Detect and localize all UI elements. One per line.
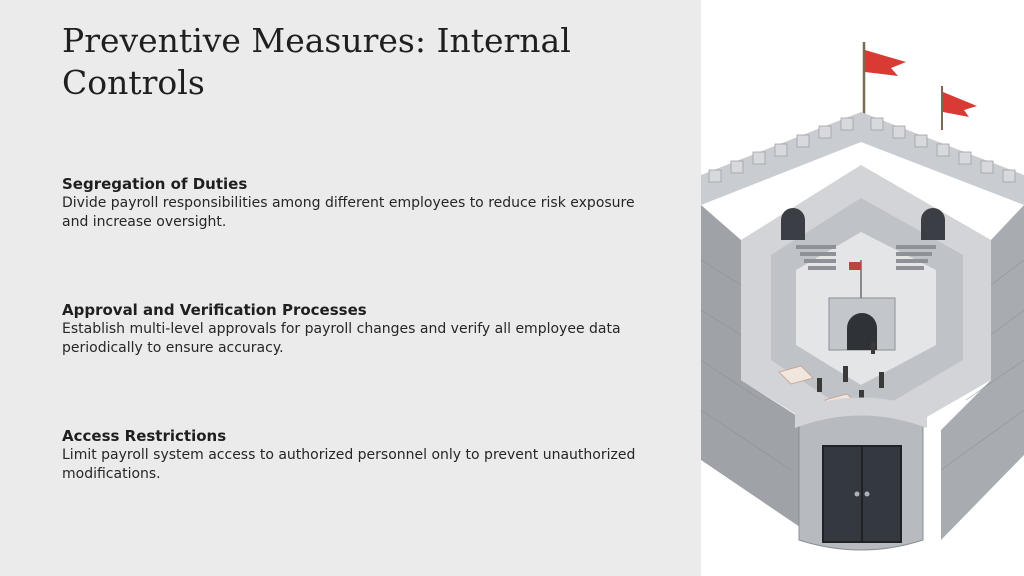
section-heading: Access Restrictions: [62, 427, 227, 445]
section-segregation-of-duties: [62, 174, 662, 232]
section-heading: Approval and Verification Processes: [62, 301, 367, 319]
section-body: Divide payroll responsibilities among different employees to reduce risk exposure and increase oversight.: [62, 195, 635, 230]
flag-icon: [864, 42, 977, 130]
fortress-illustration: [701, 0, 1024, 576]
section-access-restrictions: [62, 426, 662, 484]
section-body: Limit payroll system access to authorized personnel only to prevent unauthorized modifications.: [62, 447, 636, 482]
section-approval-verification: [62, 300, 662, 358]
slide-title: Preventive Measures: Internal Controls: [62, 21, 571, 102]
fortress-icon: [701, 0, 1024, 576]
section-body: Establish multi-level approvals for payroll changes and verify all employee data periodically to ensure accuracy.: [62, 321, 621, 356]
section-heading: Segregation of Duties: [62, 175, 248, 193]
